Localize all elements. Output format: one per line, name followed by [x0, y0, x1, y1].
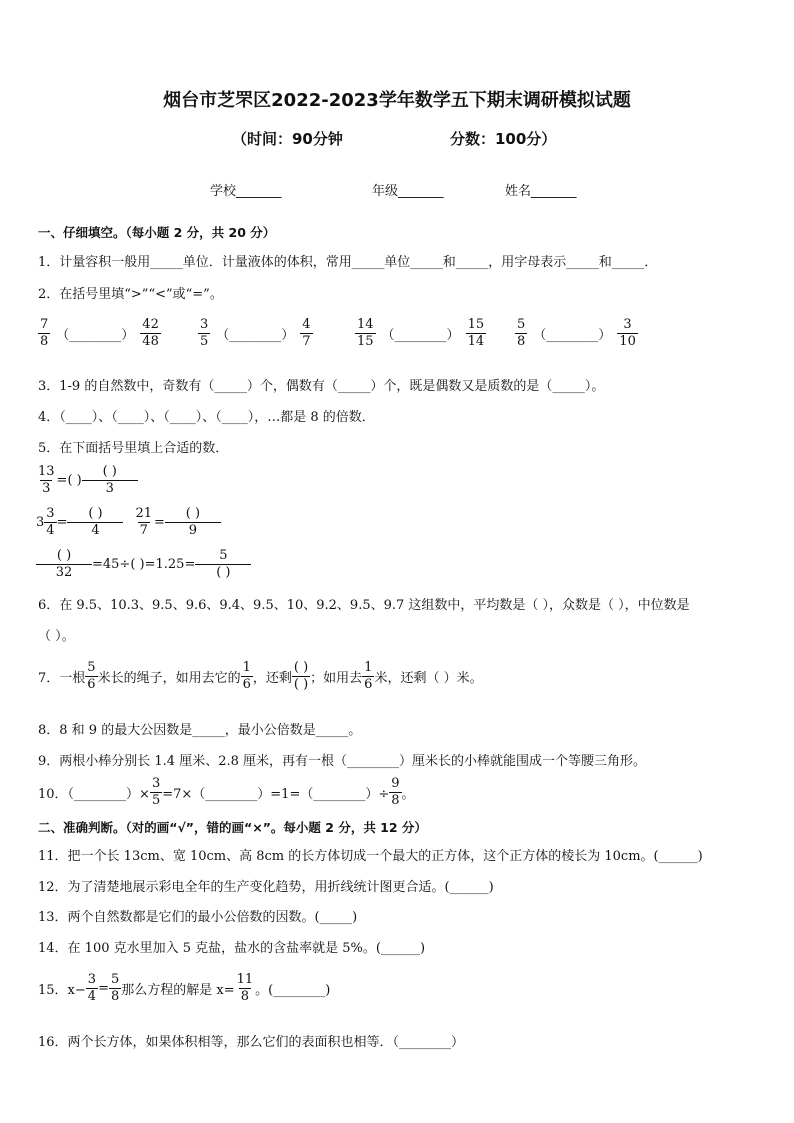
q2-item: $\frac{7}{8}$ （________） $\frac{42}{48}$ — [40, 317, 159, 349]
name-field: 姓名_______ — [505, 184, 577, 199]
page-title: 烟台市芝罘区2022-2023学年数学五下期末调研模拟试题 — [163, 90, 631, 111]
question-3: 3．1-9 的自然数中，奇数有（_____）个，偶数有（_____）个，既是偶数又是质数的是（_____）。 — [38, 379, 605, 394]
question-2: 2．在括号里填“>”“<”或“=”。 — [38, 287, 223, 302]
question-12: 12．为了清楚地展示彩电全年的生产变化趋势，用折线统计图更合适。(______) — [38, 880, 494, 895]
section-2-heading: 二、准确判断。（对的画“√”，错的画“×”。每小题 2 分，共 12 分） — [38, 820, 427, 835]
q2-item: $\frac{3}{5}$ （________） $\frac{4}{7}$ — [200, 317, 311, 349]
question-6-cont: （ ）。 — [38, 629, 75, 644]
question-11: 11．把一个长 13cm、宽 10cm、高 8cm 的长方体切成一个最大的正方体，这个正方体的棱长为 10cm。(______) — [38, 849, 703, 864]
question-16: 16．两个长方体，如果体积相等，那么它们的表面积也相等．（________） — [38, 1035, 465, 1050]
section-1-heading: 一、仔细填空。（每小题 2 分，共 20 分） — [38, 225, 276, 240]
question-14: 14．在 100 克水里加入 5 克盐，盐水的含盐率就是 5%。(______) — [38, 941, 426, 956]
score-label: 分数：100分） — [450, 130, 557, 148]
question-5: 5．在下面括号里填上合适的数． — [38, 441, 229, 456]
school-field: 学校_______ — [210, 184, 282, 199]
q5-row-1: $\frac{13}{3}$ =( ) $\frac{( )}{3}$ — [36, 464, 138, 497]
question-1: 1．计量容积一般用_____单位．计量液体的体积，常用_____单位_____和_____，用字母表示_____和_____． — [38, 255, 658, 270]
time-label: （时间：90分钟 — [232, 130, 343, 148]
q5-row-2: 3 $\frac{3}{4}$ = $\frac{( )}{4}$ $\frac{21}{7}$ = $\frac{( )}{9}$ — [36, 506, 221, 539]
question-7: 7．一根 $\frac{5}{6}$ 米长的绳子，如用去它的 $\frac{1}{6}$ ，还剩 $\frac{( )}{( )}$ ；如用去 $\frac{1}{6}$ 米，还剩（ ）米。 — [38, 660, 483, 692]
question-10: 10．（________）× $\frac{3}{5}$ =7×（________）=1=（________）÷ $\frac{9}{8}$ 。 — [38, 776, 415, 808]
q5-row-3: $\frac{( )}{32}$ =45÷( )=1.25= $\frac{5}{( )}$ — [36, 548, 251, 581]
question-8: 8．8 和 9 的最大公因数是_____，最小公倍数是_____。 — [38, 723, 362, 738]
question-13: 13．两个自然数都是它们的最小公倍数的因数。(_____) — [38, 910, 358, 925]
q2-item: $\frac{14}{15}$ （________） $\frac{15}{14}$ — [357, 317, 485, 349]
question-6: 6．在 9.5、10.3、9.5、9.6、9.4、9.5、10、9.2、9.5、9.7 这组数中，平均数是（ ），众数是（ ），中位数是 — [38, 598, 690, 613]
question-9: 9．两根小棒分别长 1.4 厘米、2.8 厘米，再有一根（________）厘米长的小棒就能围成一个等腰三角形。 — [38, 754, 647, 769]
question-4: 4．（____）、（____）、（____）、（____），…都是 8 的倍数． — [38, 410, 375, 425]
q2-item: $\frac{5}{8}$ （________） $\frac{3}{10}$ — [517, 317, 636, 349]
grade-field: 年级_______ — [372, 184, 444, 199]
question-15: 15．x− $\frac{3}{4}$ = $\frac{5}{8}$ 那么方程的解是 x= $\frac{11}{8}$ 。(________) — [38, 972, 331, 1004]
